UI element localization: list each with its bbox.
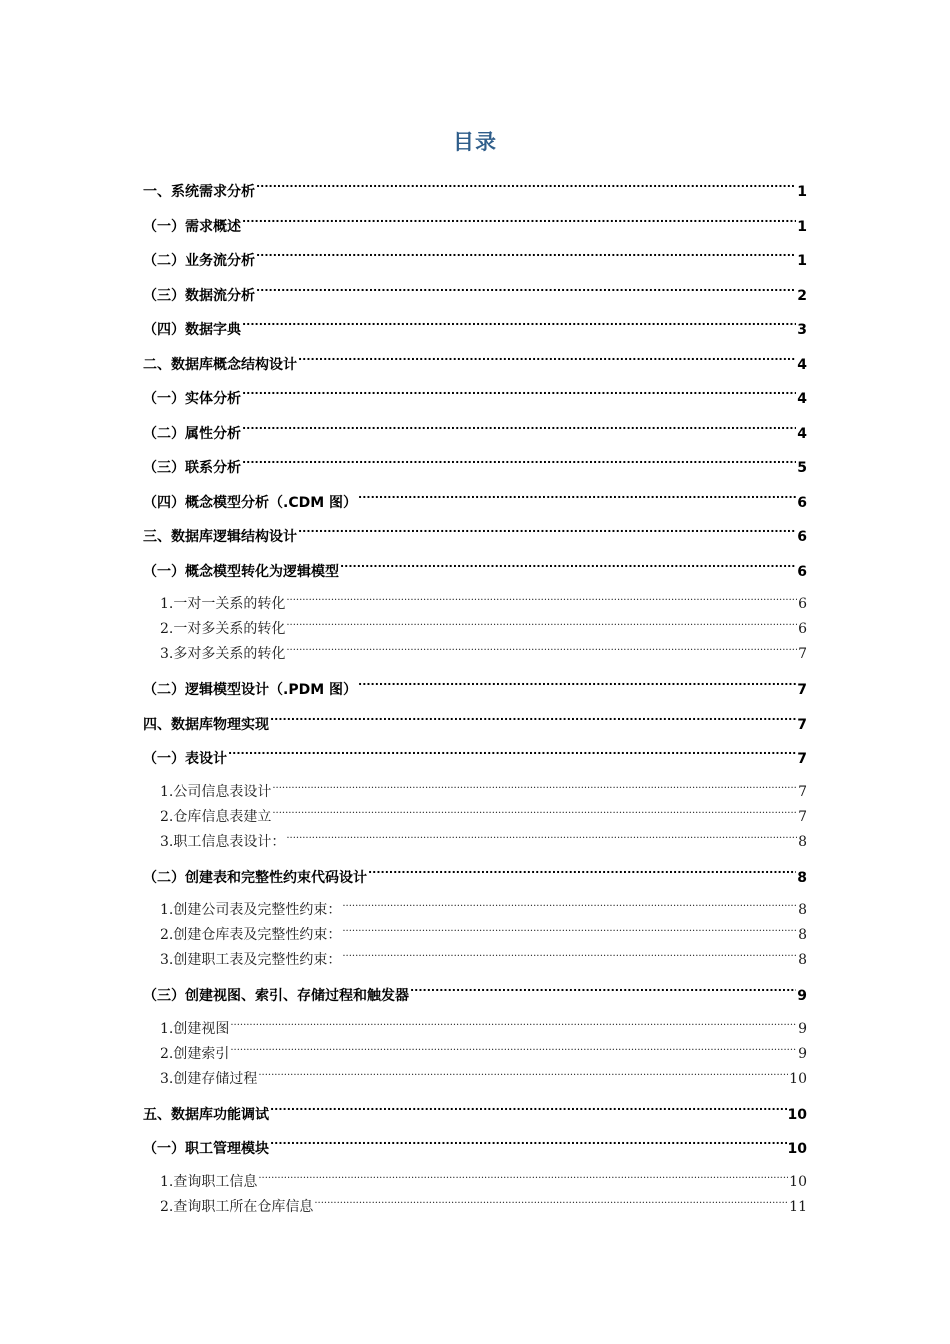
toc-page-number: 8 (798, 927, 807, 943)
toc-leader-dots (230, 1019, 797, 1033)
toc-entry-label: 1.查询职工信息 (160, 1173, 258, 1190)
toc-entry[interactable] (143, 780, 807, 805)
toc-leader-dots (242, 424, 796, 438)
toc-leader-dots (270, 715, 796, 729)
toc-leader-dots (286, 644, 797, 658)
toc-leader-dots (256, 251, 796, 265)
toc-leader-dots (342, 950, 797, 964)
toc-page-number: 6 (798, 621, 807, 637)
toc-entry-label: 2.一对多关系的转化 (160, 621, 286, 637)
toc-entry[interactable] (143, 558, 807, 593)
toc-leader-dots (256, 286, 796, 300)
toc-page-number: 4 (797, 356, 807, 373)
toc-leader-dots (272, 807, 797, 821)
toc-leader-dots (256, 182, 796, 196)
toc-page-number: 4 (797, 391, 807, 407)
toc-page-number: 7 (798, 783, 807, 800)
toc-entry[interactable] (143, 1135, 807, 1170)
toc-entry[interactable] (143, 213, 807, 248)
toc-page-number: 5 (797, 460, 807, 476)
toc-page-number: 7 (797, 716, 807, 733)
toc-entry-label: 五、数据库功能调试 (143, 1106, 269, 1123)
toc-page-number: 9 (798, 1020, 807, 1037)
toc-page-number: 7 (798, 808, 807, 825)
toc-leader-dots (230, 1044, 797, 1058)
toc-entry-label: （一）概念模型转化为逻辑模型 (143, 563, 339, 580)
toc-entry-label: （一）职工管理模块 (143, 1141, 269, 1157)
toc-entry[interactable] (143, 454, 807, 489)
toc-entry[interactable] (143, 420, 807, 455)
toc-page-number: 9 (797, 988, 807, 1004)
toc-entry-label: 二、数据库概念结构设计 (143, 356, 297, 373)
toc-leader-dots (340, 562, 796, 576)
toc-entry-label: （三）数据流分析 (143, 287, 255, 304)
toc-leader-dots (242, 389, 796, 403)
toc-leader-dots (242, 217, 796, 231)
toc-entry[interactable] (143, 642, 807, 676)
toc-page-number: 6 (797, 494, 807, 511)
toc-page-number: 6 (798, 596, 807, 612)
toc-entry[interactable] (143, 948, 807, 982)
toc-entry-label: （一）需求概述 (143, 218, 241, 235)
toc-entry[interactable] (143, 676, 807, 711)
toc-page-number: 1 (797, 253, 807, 269)
toc-entry[interactable] (143, 1017, 807, 1042)
toc-page-number: 4 (797, 425, 807, 442)
toc-entry[interactable] (143, 316, 807, 351)
toc-entry-label: （二）逻辑模型设计（.PDM 图） (143, 682, 358, 698)
toc-entry-label: 2.创建索引 (160, 1045, 230, 1062)
toc-leader-dots (368, 868, 796, 882)
toc-entry[interactable] (143, 923, 807, 948)
toc-entry-label: 3.职工信息表设计： (160, 833, 286, 850)
toc-page-number: 1 (797, 218, 807, 235)
toc-page-number: 8 (798, 902, 807, 918)
toc-entry[interactable] (143, 830, 807, 864)
toc-leader-dots (242, 320, 796, 334)
toc-page-number: 10 (787, 1141, 807, 1157)
toc-entry-label: 1.创建视图 (160, 1020, 230, 1037)
toc-entry[interactable] (143, 1042, 807, 1067)
toc-page-number: 7 (798, 646, 807, 662)
toc-leader-dots (258, 1172, 788, 1186)
toc-leader-dots (270, 1105, 787, 1119)
toc-entry[interactable] (143, 592, 807, 617)
toc-leader-dots (298, 355, 796, 369)
toc-entry-label: 1.一对一关系的转化 (160, 596, 286, 612)
toc-page-number: 8 (798, 952, 807, 968)
toc-entry[interactable] (143, 1101, 807, 1136)
toc-leader-dots (358, 680, 796, 694)
toc-leader-dots (286, 619, 797, 633)
toc-leader-dots (314, 1197, 788, 1211)
toc-leader-dots (228, 749, 796, 763)
toc-entry[interactable] (143, 864, 807, 899)
toc-page-number: 6 (797, 529, 807, 545)
toc-leader-dots (342, 925, 797, 939)
toc-page-number: 1 (797, 184, 807, 200)
toc-page-number: 2 (797, 287, 807, 304)
toc-leader-dots (298, 527, 796, 541)
toc-leader-dots (286, 594, 797, 608)
toc-entry-label: （四）数据字典 (143, 322, 241, 338)
toc-leader-dots (242, 458, 796, 472)
toc-entry[interactable] (143, 282, 807, 317)
toc-entry-label: 2.创建仓库表及完整性约束： (160, 927, 342, 943)
toc-leader-dots (342, 900, 797, 914)
toc-entry-label: （二）属性分析 (143, 425, 241, 442)
toc-entry-label: 三、数据库逻辑结构设计 (143, 529, 297, 545)
toc-page-number: 10 (787, 1106, 807, 1123)
toc-entry-label: （二）业务流分析 (143, 253, 255, 269)
toc-entry-label: 四、数据库物理实现 (143, 716, 269, 733)
toc-entry[interactable] (143, 178, 807, 213)
toc-entry[interactable] (143, 489, 807, 524)
toc-entry[interactable] (143, 898, 807, 923)
toc-entry[interactable] (143, 982, 807, 1017)
toc-entry[interactable] (143, 1067, 807, 1101)
toc-entry-label: 3.创建存储过程 (160, 1070, 258, 1087)
toc-page-number: 8 (798, 833, 807, 850)
toc-entry-label: 2.仓库信息表建立 (160, 808, 272, 825)
table-of-contents (143, 178, 807, 1229)
toc-leader-dots (272, 782, 797, 796)
toc-page-number: 11 (789, 1198, 807, 1215)
toc-page-number: 9 (798, 1045, 807, 1062)
toc-page-number: 10 (789, 1070, 807, 1087)
toc-entry[interactable] (143, 617, 807, 642)
toc-entry[interactable] (143, 247, 807, 282)
toc-page-number: 6 (797, 563, 807, 580)
toc-entry-label: 一、系统需求分析 (143, 184, 255, 200)
toc-entry[interactable] (143, 745, 807, 780)
toc-entry-label: 1.公司信息表设计 (160, 783, 272, 800)
toc-page-number: 8 (797, 869, 807, 886)
toc-entry-label: （三）联系分析 (143, 460, 241, 476)
toc-entry[interactable] (143, 1195, 807, 1229)
toc-entry-label: 3.多对多关系的转化 (160, 646, 286, 662)
toc-entry[interactable] (143, 385, 807, 420)
toc-entry-label: 3.创建职工表及完整性约束： (160, 952, 342, 968)
toc-entry-label: （一）表设计 (143, 751, 227, 767)
toc-page-number: 7 (797, 682, 807, 698)
toc-entry-label: （三）创建视图、索引、存储过程和触发器 (143, 988, 409, 1004)
toc-leader-dots (358, 493, 796, 507)
toc-entry-label: 1.创建公司表及完整性约束： (160, 902, 342, 918)
toc-leader-dots (410, 986, 796, 1000)
toc-page-number: 10 (789, 1173, 807, 1190)
toc-entry-label: （一）实体分析 (143, 391, 241, 407)
toc-leader-dots (258, 1069, 788, 1083)
toc-entry-label: （二）创建表和完整性约束代码设计 (143, 869, 367, 886)
toc-entry[interactable] (143, 523, 807, 558)
toc-leader-dots (286, 832, 797, 846)
toc-entry[interactable] (143, 1170, 807, 1195)
toc-page-number: 3 (797, 322, 807, 338)
toc-title: 目录 (453, 130, 497, 154)
toc-leader-dots (270, 1139, 787, 1153)
toc-entry[interactable] (143, 711, 807, 746)
toc-entry-label: （四）概念模型分析（.CDM 图） (143, 494, 358, 511)
toc-entry[interactable] (143, 351, 807, 386)
toc-entry-label: 2.查询职工所在仓库信息 (160, 1198, 314, 1215)
toc-entry[interactable] (143, 805, 807, 830)
toc-page-number: 7 (797, 751, 807, 767)
